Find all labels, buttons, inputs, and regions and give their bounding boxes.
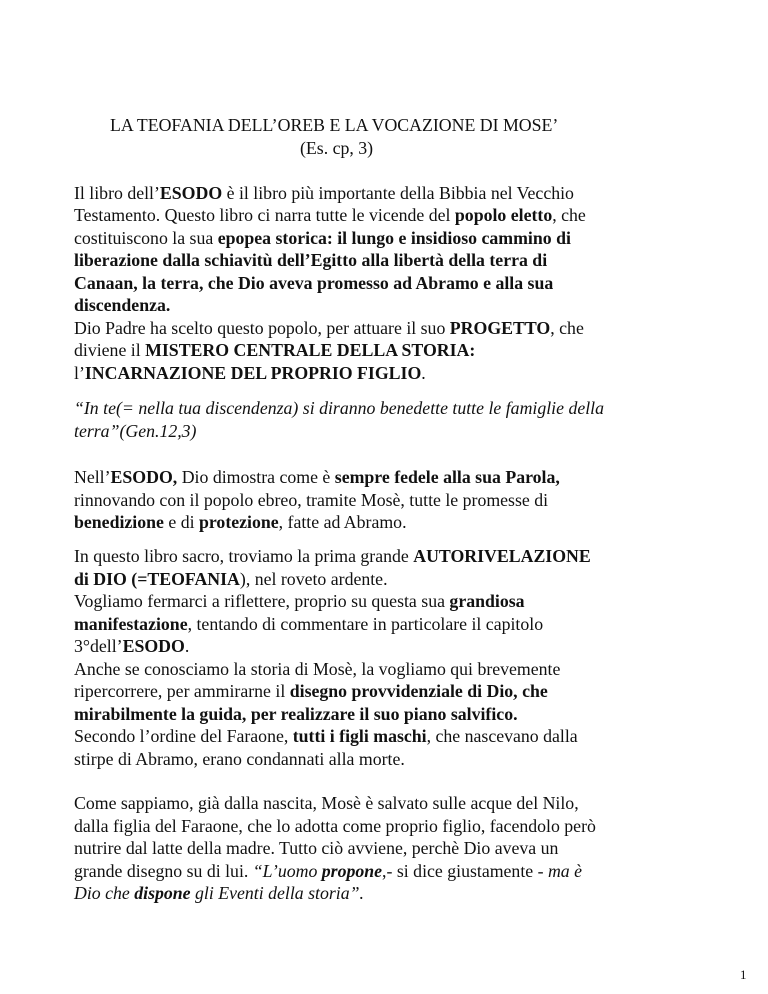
p4-line-3: nutrire dal latte della madre. Tutto ciò avviene, perchè Dio aveva un [74, 838, 559, 858]
p4-line-1: Come sappiamo, già dalla nascita, Mosè è salvato sulle acque del Nilo, [74, 793, 579, 813]
p3-line-10: stirpe di Abramo, erano condannati alla morte. [74, 749, 405, 769]
p4-line-4: grande disegno su di lui. “L’uomo propone,- si dice giustamente - ma è [74, 861, 583, 881]
p4-line-2: dalla figlia del Faraone, che lo adotta come proprio figlio, facendolo però [74, 816, 596, 836]
p3-line-3: Vogliamo fermarci a riflettere, proprio su questa sua grandiosa [74, 591, 525, 611]
p2-line-3: benedizione e di protezione, fatte ad Abramo. [74, 512, 407, 532]
p1-line-1: Il libro dell’ESODO è il libro più importante della Bibbia nel Vecchio [74, 183, 574, 203]
p1-line-9: l’INCARNAZIONE DEL PROPRIO FIGLIO. [74, 363, 426, 383]
p3-line-1: In questo libro sacro, troviamo la prima grande AUTORIVELAZIONE [74, 546, 591, 566]
p3-line-8: mirabilmente la guida, per realizzare il suo piano salvifico. [74, 704, 518, 724]
quote-line-2: terra”(Gen.12,3) [74, 421, 197, 441]
p3-line-5: 3°dell’ESODO. [74, 636, 190, 656]
p1-line-5: Canaan, la terra, che Dio aveva promesso ad Abramo e alla sua [74, 273, 554, 293]
p2-line-2: rinnovando con il popolo ebreo, tramite Mosè, tutte le promesse di [74, 490, 549, 510]
p1-line-6: discendenza. [74, 295, 171, 315]
p3-line-2: di DIO (=TEOFANIA), nel roveto ardente. [74, 569, 388, 589]
p1-line-8: diviene il MISTERO CENTRALE DELLA STORIA: [74, 340, 476, 360]
quote-line-1: “In te(= nella tua discendenza) si diranno benedette tutte le famiglie della [74, 398, 605, 418]
p3-line-6: Anche se conosciamo la storia di Mosè, la vogliamo qui brevemente [74, 659, 561, 679]
p4-line-5: Dio che dispone gli Eventi della storia”. [74, 883, 364, 903]
page-number: 1 [740, 967, 747, 982]
p1-line-4: liberazione dalla schiavitù dell’Egitto alla libertà della terra di [74, 250, 548, 270]
p1-line-2: Testamento. Questo libro ci narra tutte le vicende del popolo eletto, che [74, 205, 586, 225]
p3-line-7: ripercorrere, per ammirarne il disegno provvidenziale di Dio, che [74, 681, 548, 701]
p1-line-3: costituiscono la sua epopea storica: il lungo e insidioso cammino di [74, 228, 571, 248]
p3-line-4: manifestazione, tentando di commentare in particolare il capitolo [74, 614, 544, 634]
p2-line-1: Nell’ESODO, Dio dimostra come è sempre fedele alla sua Parola, [74, 467, 560, 487]
p1-line-7: Dio Padre ha scelto questo popolo, per attuare il suo PROGETTO, che [74, 318, 584, 338]
p3-line-9: Secondo l’ordine del Faraone, tutti i figli maschi, che nascevano dalla [74, 726, 578, 746]
title-line-2: (Es. cp, 3) [300, 138, 374, 158]
title-line-1: LA TEOFANIA DELL’OREB E LA VOCAZIONE DI MOSE’ [110, 115, 559, 135]
